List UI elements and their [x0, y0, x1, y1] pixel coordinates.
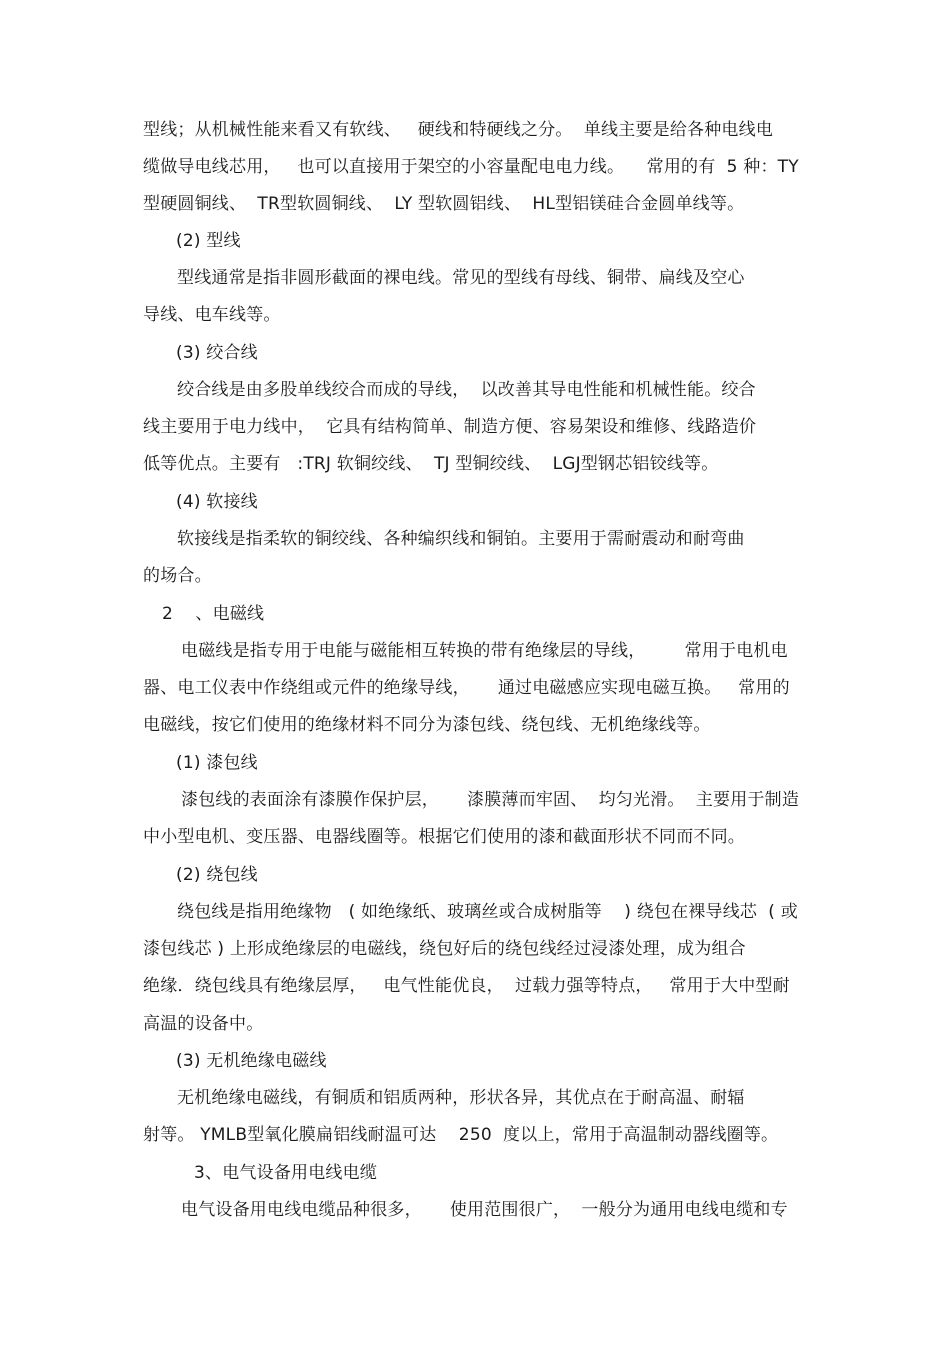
paragraph-line: 低等优点。主要有 :TRJ 软铜绞线、 TJ 型铜绞线、 LGJ型钢芯铝铰线等。	[143, 454, 719, 474]
paragraph-line: 中小型电机、变压器、电器线圈等。根据它们使用的漆和截面形状不同而不同。	[143, 827, 745, 847]
paragraph-line: 电气设备用电线电缆品种很多， 使用范围很广， 一般分为通用电线电缆和专	[181, 1200, 788, 1220]
paragraph-line: 电磁线，按它们使用的绝缘材料不同分为漆包线、绕包线、无机绝缘线等。	[143, 715, 711, 735]
section-heading: (1) 漆包线	[176, 753, 258, 773]
paragraph-line: 电磁线是指专用于电能与磁能相互转换的带有绝缘层的导线， 常用于电机电	[181, 641, 788, 661]
section-heading: (2) 绕包线	[176, 865, 258, 885]
paragraph-line: 漆包线的表面涂有漆膜作保护层， 漆膜薄而牢固、 均匀光滑。 主要用于制造	[181, 790, 800, 810]
section-heading: (3) 绞合线	[176, 343, 258, 363]
paragraph-line: 的场合。	[143, 566, 212, 586]
paragraph-line: 型线；从机械性能来看又有软线、 硬线和特硬线之分。 单线主要是给各种电线电	[143, 120, 774, 140]
section-heading: 2 、电磁线	[162, 604, 265, 624]
paragraph-line: 型线通常是指非圆形截面的裸电线。常见的型线有母线、铜带、扁线及空心	[177, 268, 745, 288]
paragraph-line: 型硬圆铜线、 TR型软圆铜线、 LY 型软圆铝线、 HL型铝镁硅合金圆单线等。	[143, 194, 745, 214]
paragraph-line: 射等。 YMLB型氧化膜扁铝线耐温可达 250 度以上，常用于高温制动器线圈等。	[143, 1125, 779, 1145]
paragraph-line: 绝缘．绕包线具有绝缘层厚， 电气性能优良， 过载力强等特点， 常用于大中型耐	[143, 976, 790, 996]
section-heading: 3、电气设备用电线电缆	[194, 1163, 378, 1183]
section-heading: (2) 型线	[176, 231, 241, 251]
paragraph-line: 高温的设备中。	[143, 1014, 264, 1034]
paragraph-line: 缆做导电线芯用， 也可以直接用于架空的小容量配电电力线。 常用的有 5 种：TY	[143, 157, 799, 177]
paragraph-line: 导线、电车线等。	[143, 305, 281, 325]
paragraph-line: 器、电工仪表中作绕组或元件的绝缘导线， 通过电磁感应实现电磁互换。 常用的	[143, 678, 790, 698]
section-heading: (4) 软接线	[176, 492, 258, 512]
paragraph-line: 绕包线是指用绝缘物 ( 如绝缘纸、玻璃丝或合成树脂等 ) 绕包在裸导线芯 ( 或	[177, 902, 798, 922]
paragraph-line: 绞合线是由多股单线绞合而成的导线， 以改善其导电性能和机械性能。绞合	[177, 380, 756, 400]
section-heading: (3) 无机绝缘电磁线	[176, 1051, 327, 1071]
paragraph-line: 无机绝缘电磁线，有铜质和铝质两种，形状各异，其优点在于耐高温、耐辐	[177, 1088, 745, 1108]
paragraph-line: 软接线是指柔软的铜绞线、各种编织线和铜铂。主要用于需耐震动和耐弯曲	[177, 529, 745, 549]
paragraph-line: 线主要用于电力线中， 它具有结构简单、制造方便、容易架设和维修、线路造价	[143, 417, 757, 437]
paragraph-line: 漆包线芯 ) 上形成绝缘层的电磁线，绕包好后的绕包线经过浸漆处理，成为组合	[143, 939, 746, 959]
